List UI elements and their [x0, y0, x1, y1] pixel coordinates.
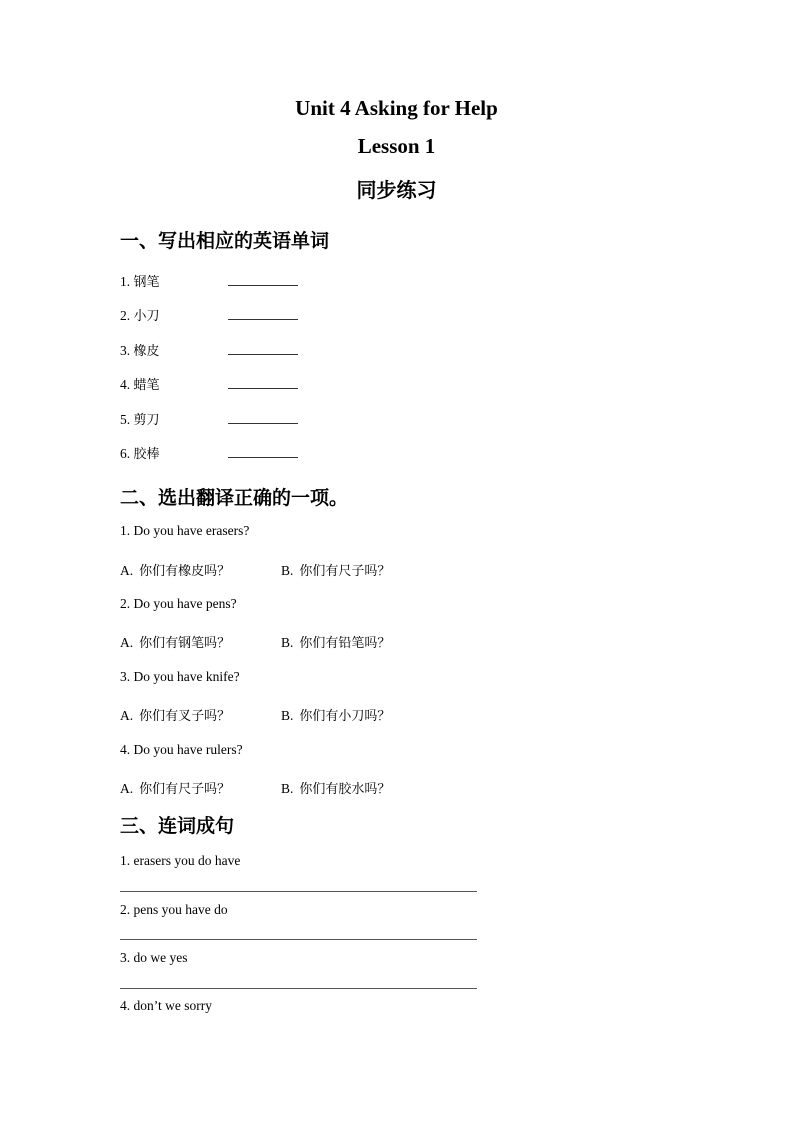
answer-line[interactable]: [120, 939, 477, 940]
question-text: 1. Do you have erasers?: [120, 523, 250, 538]
option-text: 你们有小刀吗？: [299, 709, 391, 724]
vocab-item: [120, 305, 160, 324]
answer-blank[interactable]: [228, 457, 298, 458]
option-text: 你们有铅笔吗？: [299, 636, 391, 651]
option-text: 你们有钢笔吗？: [139, 636, 231, 651]
option-label: A.: [120, 708, 134, 723]
vocab-word: 橡皮: [133, 344, 160, 359]
option-text: 你们有尺子吗？: [139, 782, 231, 797]
item-number: 3.: [120, 343, 131, 358]
scrambled-sentence: 1. erasers you do have: [120, 853, 241, 868]
option-label: A.: [120, 563, 134, 578]
section-2-heading: 二、选出翻译正确的一项。: [120, 487, 349, 509]
answer-blank[interactable]: [228, 423, 298, 424]
answer-blank[interactable]: [228, 354, 298, 355]
scrambled-sentence: 2. pens you have do: [120, 902, 228, 917]
vocab-word: 蜡笔: [133, 378, 160, 393]
question-text: 4. Do you have rulers?: [120, 742, 243, 757]
item-number: 5.: [120, 412, 131, 427]
document-subtitle: 同步练习: [356, 178, 437, 202]
item-number: 1.: [120, 274, 131, 289]
answer-blank[interactable]: [228, 388, 298, 389]
option-b[interactable]: [281, 705, 390, 724]
item-number: 4.: [120, 377, 131, 392]
item-number: 2.: [120, 308, 131, 323]
question-text: 3. Do you have knife?: [120, 669, 240, 684]
option-label: B.: [281, 563, 294, 578]
option-text: 你们有橡皮吗？: [139, 564, 231, 579]
vocab-item: [120, 443, 160, 462]
item-number: 6.: [120, 446, 131, 461]
vocab-item: [120, 340, 160, 359]
lesson-title: Lesson 1: [357, 134, 436, 158]
option-text: 你们有叉子吗？: [139, 709, 231, 724]
vocab-item: [120, 409, 160, 428]
option-a[interactable]: [120, 560, 230, 579]
scrambled-sentence: 3. do we yes: [120, 950, 188, 965]
vocab-word: 小刀: [133, 309, 160, 324]
section-3-heading: 三、连词成句: [120, 815, 235, 837]
answer-line[interactable]: [120, 988, 477, 989]
option-text: 你们有尺子吗？: [299, 564, 391, 579]
option-b[interactable]: [281, 632, 390, 651]
vocab-item: [120, 271, 160, 290]
answer-blank[interactable]: [228, 285, 298, 286]
option-a[interactable]: [120, 778, 230, 797]
option-label: B.: [281, 781, 294, 796]
vocab-item: [120, 374, 160, 393]
scrambled-sentence: 4. don’t we sorry: [120, 998, 212, 1013]
option-a[interactable]: [120, 632, 230, 651]
section-1-heading: 一、写出相应的英语单词: [120, 230, 330, 252]
answer-blank[interactable]: [228, 319, 298, 320]
question-text: 2. Do you have pens?: [120, 596, 237, 611]
option-text: 你们有胶水吗？: [299, 782, 391, 797]
vocab-word: 胶棒: [133, 447, 160, 462]
option-label: A.: [120, 781, 134, 796]
option-label: A.: [120, 635, 134, 650]
option-b[interactable]: [281, 778, 390, 797]
option-label: B.: [281, 635, 294, 650]
option-b[interactable]: [281, 560, 390, 579]
vocab-word: 剪刀: [133, 413, 160, 428]
option-a[interactable]: [120, 705, 230, 724]
vocab-word: 钢笔: [133, 275, 160, 290]
answer-line[interactable]: [120, 891, 477, 892]
document-title: Unit 4 Asking for Help: [295, 96, 498, 120]
option-label: B.: [281, 708, 294, 723]
